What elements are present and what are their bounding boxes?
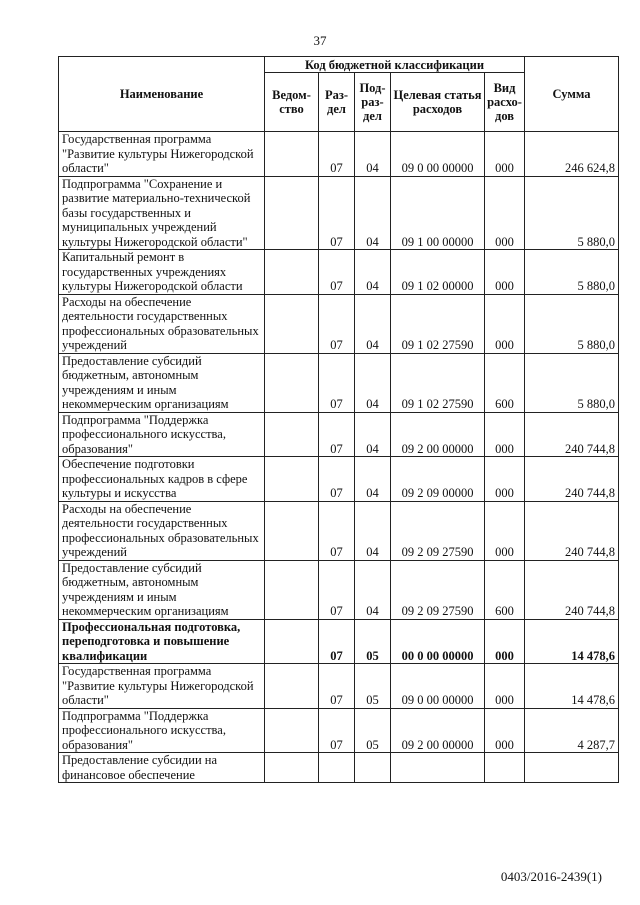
- cell-sum: 240 744,8: [525, 501, 619, 560]
- cell-target: 09 1 00 00000: [391, 176, 485, 250]
- footer-code: 0403/2016-2439(1): [500, 869, 602, 884]
- cell-section: 07: [319, 294, 355, 353]
- cell-expense-type: 000: [485, 708, 525, 753]
- cell-subsection: 04: [355, 560, 391, 619]
- table-row: [59, 619, 619, 664]
- cell-sum: 240 744,8: [525, 560, 619, 619]
- header-section: Раз-дел: [319, 73, 355, 132]
- cell-target: 09 1 02 27590: [391, 294, 485, 353]
- cell-sum: 246 624,8: [525, 132, 619, 177]
- cell-name: Капитальный ремонт в государственных учреждениях культуры Нижегородской области: [59, 250, 265, 295]
- cell-section: 07: [319, 412, 355, 457]
- cell-target: 09 0 00 00000: [391, 132, 485, 177]
- header-sum: Сумма: [525, 57, 619, 132]
- table-row: [59, 412, 619, 457]
- budget-table: [58, 56, 619, 783]
- cell-name: Профессиональная подготовка, переподготовка и повышение квалификации: [59, 619, 265, 664]
- table-row: [59, 457, 619, 502]
- table-row: [59, 664, 619, 709]
- header-target: Целевая статья расходов: [391, 73, 485, 132]
- header-code-group: Код бюджетной классификации: [265, 57, 525, 73]
- cell-section: 07: [319, 353, 355, 412]
- cell-subsection: 04: [355, 176, 391, 250]
- cell-subsection: 04: [355, 250, 391, 295]
- cell-section: 07: [319, 664, 355, 709]
- cell-target: 09 2 09 27590: [391, 501, 485, 560]
- cell-section: 07: [319, 132, 355, 177]
- cell-target: 09 2 09 00000: [391, 457, 485, 502]
- cell-name: Подпрограмма "Поддержка профессионального искусства, образования": [59, 708, 265, 753]
- cell-expense-type: 600: [485, 560, 525, 619]
- cell-target: [391, 753, 485, 783]
- cell-dept: [265, 664, 319, 709]
- cell-name: Государственная программа "Развитие культуры Нижегородской области": [59, 132, 265, 177]
- table-row: [59, 560, 619, 619]
- table-row: [59, 753, 619, 783]
- cell-sum: 14 478,6: [525, 619, 619, 664]
- cell-expense-type: 000: [485, 412, 525, 457]
- header-subsection: Под-раз-дел: [355, 73, 391, 132]
- cell-section: 07: [319, 457, 355, 502]
- cell-subsection: [355, 753, 391, 783]
- cell-dept: [265, 132, 319, 177]
- cell-section: 07: [319, 250, 355, 295]
- cell-sum: 5 880,0: [525, 250, 619, 295]
- cell-expense-type: 000: [485, 619, 525, 664]
- cell-sum: 4 287,7: [525, 708, 619, 753]
- cell-dept: [265, 753, 319, 783]
- cell-subsection: 05: [355, 664, 391, 709]
- cell-target: 09 0 00 00000: [391, 664, 485, 709]
- cell-name: Расходы на обеспечение деятельности государственных профессиональных образовательных учреждений: [59, 294, 265, 353]
- cell-sum: 5 880,0: [525, 353, 619, 412]
- cell-expense-type: 000: [485, 132, 525, 177]
- cell-subsection: 04: [355, 353, 391, 412]
- cell-name: Подпрограмма "Поддержка профессионального искусства, образования": [59, 412, 265, 457]
- cell-target: 09 2 09 27590: [391, 560, 485, 619]
- header-dept: Ведом-ство: [265, 73, 319, 132]
- cell-dept: [265, 619, 319, 664]
- cell-expense-type: 000: [485, 294, 525, 353]
- cell-sum: 240 744,8: [525, 412, 619, 457]
- cell-target: 09 2 00 00000: [391, 708, 485, 753]
- cell-section: [319, 753, 355, 783]
- cell-dept: [265, 250, 319, 295]
- table-row: [59, 294, 619, 353]
- cell-name: Предоставление субсидий бюджетным, автономным учреждениям и иным некоммерческим организациям: [59, 353, 265, 412]
- cell-subsection: 05: [355, 619, 391, 664]
- cell-dept: [265, 353, 319, 412]
- cell-expense-type: 600: [485, 353, 525, 412]
- table-row: [59, 250, 619, 295]
- cell-subsection: 04: [355, 457, 391, 502]
- table-row: [59, 132, 619, 177]
- header-expense-type: Вид расхо-дов: [485, 73, 525, 132]
- cell-name: Обеспечение подготовки профессиональных кадров в сфере культуры и искусства: [59, 457, 265, 502]
- cell-expense-type: 000: [485, 664, 525, 709]
- table-row: [59, 501, 619, 560]
- table-row: [59, 353, 619, 412]
- cell-subsection: 04: [355, 412, 391, 457]
- cell-dept: [265, 412, 319, 457]
- cell-expense-type: [485, 753, 525, 783]
- cell-sum: 14 478,6: [525, 664, 619, 709]
- cell-dept: [265, 176, 319, 250]
- cell-dept: [265, 457, 319, 502]
- page-number: 37: [313, 33, 327, 48]
- cell-section: 07: [319, 501, 355, 560]
- cell-section: 07: [319, 708, 355, 753]
- cell-target: 09 1 02 00000: [391, 250, 485, 295]
- cell-target: 09 1 02 27590: [391, 353, 485, 412]
- cell-expense-type: 000: [485, 176, 525, 250]
- cell-section: 07: [319, 619, 355, 664]
- cell-name: Государственная программа "Развитие культуры Нижегородской области": [59, 664, 265, 709]
- cell-sum: [525, 753, 619, 783]
- cell-subsection: 05: [355, 708, 391, 753]
- cell-sum: 240 744,8: [525, 457, 619, 502]
- cell-subsection: 04: [355, 294, 391, 353]
- cell-target: 09 2 00 00000: [391, 412, 485, 457]
- cell-dept: [265, 708, 319, 753]
- table-body: [59, 132, 619, 783]
- cell-name: Предоставление субсидии на финансовое обеспечение: [59, 753, 265, 783]
- cell-dept: [265, 560, 319, 619]
- cell-name: Расходы на обеспечение деятельности государственных профессиональных образовательных учреждений: [59, 501, 265, 560]
- cell-dept: [265, 501, 319, 560]
- cell-expense-type: 000: [485, 250, 525, 295]
- header-name: Наименование: [59, 57, 265, 132]
- cell-subsection: 04: [355, 132, 391, 177]
- cell-target: 00 0 00 00000: [391, 619, 485, 664]
- cell-subsection: 04: [355, 501, 391, 560]
- cell-section: 07: [319, 176, 355, 250]
- cell-dept: [265, 294, 319, 353]
- cell-sum: 5 880,0: [525, 294, 619, 353]
- table-row: [59, 176, 619, 250]
- cell-section: 07: [319, 560, 355, 619]
- cell-expense-type: 000: [485, 457, 525, 502]
- cell-name: Подпрограмма "Сохранение и развитие материально-технической базы государственных и муниципальных учреждений культуры Нижегородской области": [59, 176, 265, 250]
- cell-sum: 5 880,0: [525, 176, 619, 250]
- table-row: [59, 708, 619, 753]
- cell-expense-type: 000: [485, 501, 525, 560]
- cell-name: Предоставление субсидий бюджетным, автономным учреждениям и иным некоммерческим организациям: [59, 560, 265, 619]
